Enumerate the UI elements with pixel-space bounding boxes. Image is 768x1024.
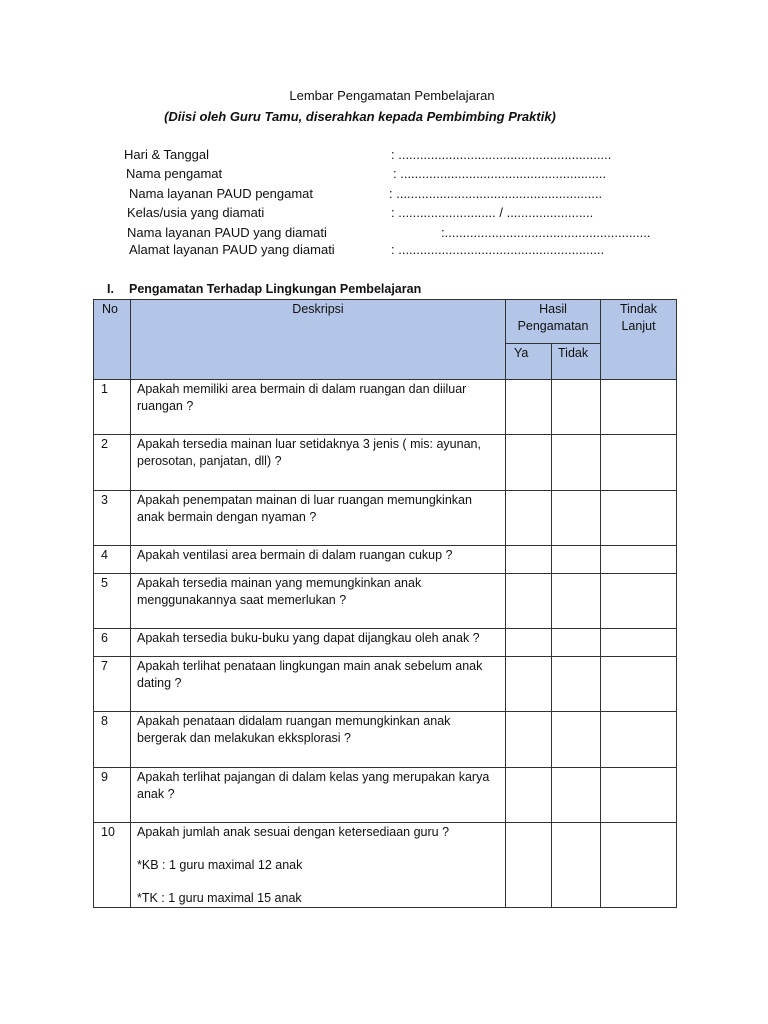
field-label-observer: Nama pengamat — [126, 166, 223, 181]
table-row — [94, 435, 677, 491]
row-description: Apakah penataan didalam ruangan memungkinkan anak bergerak dan melakukan ekksplorasi ? — [131, 712, 506, 768]
cell-ya[interactable] — [506, 629, 552, 657]
header-tidak: Tidak — [552, 344, 601, 380]
cell-tindak-lanjut[interactable] — [601, 574, 677, 629]
row-number: 8 — [94, 712, 131, 768]
header-hasil-line2: Pengamatan — [517, 319, 589, 333]
field-label-observed-address: Alamat layanan PAUD yang diamati — [129, 242, 335, 257]
row-description: Apakah terlihat penataan lingkungan main anak sebelum anak dating ? — [131, 657, 506, 712]
row-description: Apakah ventilasi area bermain di dalam ruangan cukup ? — [131, 546, 506, 574]
field-label-observed-institution: Nama layanan PAUD yang diamati — [127, 225, 327, 240]
field-value-class-age[interactable]: : ........................... / ........................ — [391, 205, 594, 220]
table-row — [94, 491, 677, 546]
cell-tindak-lanjut[interactable] — [601, 823, 677, 908]
row-number: 5 — [94, 574, 131, 629]
cell-ya[interactable] — [506, 435, 552, 491]
field-value-observed-institution[interactable]: :......................................................... — [441, 225, 651, 240]
cell-ya[interactable] — [506, 380, 552, 435]
row-description: Apakah memiliki area bermain di dalam ruangan dan diiluar ruangan ? — [131, 380, 506, 435]
section-title: Pengamatan Terhadap Lingkungan Pembelajaran — [129, 282, 422, 296]
field-label-date: Hari & Tanggal — [124, 147, 210, 162]
row-description-main: Apakah jumlah anak sesuai dengan ketersediaan guru ? — [137, 825, 450, 839]
cell-tidak[interactable] — [552, 546, 601, 574]
cell-ya[interactable] — [506, 768, 552, 823]
field-value-date[interactable]: : ........................................................... — [391, 147, 612, 162]
cell-ya[interactable] — [506, 712, 552, 768]
field-value-observer[interactable]: : ......................................................... — [393, 166, 607, 181]
cell-tindak-lanjut[interactable] — [601, 380, 677, 435]
row-description: Apakah tersedia mainan luar setidaknya 3 jenis ( mis: ayunan, perosotan, panjatan, dll) ? — [131, 435, 506, 491]
cell-ya[interactable] — [506, 546, 552, 574]
table-row — [94, 380, 677, 435]
row-number: 10 — [94, 823, 131, 908]
row-number: 9 — [94, 768, 131, 823]
header-ya: Ya — [506, 344, 552, 380]
page-subtitle: (Diisi oleh Guru Tamu, diserahkan kepada Pembimbing Praktik) — [164, 109, 556, 124]
field-label-class-age: Kelas/usia yang diamati — [127, 205, 265, 220]
observation-table — [93, 299, 677, 908]
row-number: 6 — [94, 629, 131, 657]
cell-tindak-lanjut[interactable] — [601, 491, 677, 546]
table-row — [94, 768, 677, 823]
header-deskripsi: Deskripsi — [131, 300, 506, 380]
cell-tindak-lanjut[interactable] — [601, 768, 677, 823]
cell-tindak-lanjut[interactable] — [601, 657, 677, 712]
cell-tidak[interactable] — [552, 574, 601, 629]
row-description: Apakah penempatan mainan di luar ruangan memungkinkan anak bermain dengan nyaman ? — [131, 491, 506, 546]
row-number: 7 — [94, 657, 131, 712]
cell-tidak[interactable] — [552, 823, 601, 908]
table-row — [94, 574, 677, 629]
section-number: I. — [107, 282, 114, 296]
cell-tidak[interactable] — [552, 435, 601, 491]
header-tindak-line1: Tindak — [619, 302, 658, 316]
cell-ya[interactable] — [506, 574, 552, 629]
cell-tindak-lanjut[interactable] — [601, 435, 677, 491]
section-heading — [107, 282, 421, 296]
row-description — [131, 823, 506, 908]
header-tindak-line2: Lanjut — [621, 319, 656, 333]
table-row — [94, 629, 677, 657]
row-number: 4 — [94, 546, 131, 574]
cell-tidak[interactable] — [552, 768, 601, 823]
cell-ya[interactable] — [506, 657, 552, 712]
cell-ya[interactable] — [506, 491, 552, 546]
page-title: Lembar Pengamatan Pembelajaran — [289, 88, 495, 103]
field-value-observer-institution[interactable]: : ......................................................... — [389, 186, 603, 201]
cell-tindak-lanjut[interactable] — [601, 712, 677, 768]
cell-tindak-lanjut[interactable] — [601, 546, 677, 574]
row-number: 2 — [94, 435, 131, 491]
header-hasil-pengamatan — [506, 300, 601, 344]
row-note-tk: *TK : 1 guru maximal 15 anak — [137, 891, 302, 905]
cell-tindak-lanjut[interactable] — [601, 629, 677, 657]
table-row — [94, 657, 677, 712]
row-description: Apakah terlihat pajangan di dalam kelas yang merupakan karya anak ? — [131, 768, 506, 823]
cell-tidak[interactable] — [552, 712, 601, 768]
row-description: Apakah tersedia buku-buku yang dapat dijangkau oleh anak ? — [131, 629, 506, 657]
header-tindak-lanjut — [601, 300, 677, 380]
cell-tidak[interactable] — [552, 657, 601, 712]
field-label-observer-institution: Nama layanan PAUD pengamat — [129, 186, 314, 201]
cell-tidak[interactable] — [552, 491, 601, 546]
field-value-observed-address[interactable]: : ......................................................... — [391, 242, 605, 257]
cell-tidak[interactable] — [552, 380, 601, 435]
row-number: 1 — [94, 380, 131, 435]
table-row — [94, 823, 677, 908]
header-hasil-line1: Hasil — [539, 302, 567, 316]
row-note-kb: *KB : 1 guru maximal 12 anak — [137, 858, 303, 872]
header-no: No — [94, 300, 131, 380]
table-row — [94, 712, 677, 768]
cell-tidak[interactable] — [552, 629, 601, 657]
table-row — [94, 546, 677, 574]
row-description: Apakah tersedia mainan yang memungkinkan anak menggunakannya saat memerlukan ? — [131, 574, 506, 629]
cell-ya[interactable] — [506, 823, 552, 908]
row-number: 3 — [94, 491, 131, 546]
